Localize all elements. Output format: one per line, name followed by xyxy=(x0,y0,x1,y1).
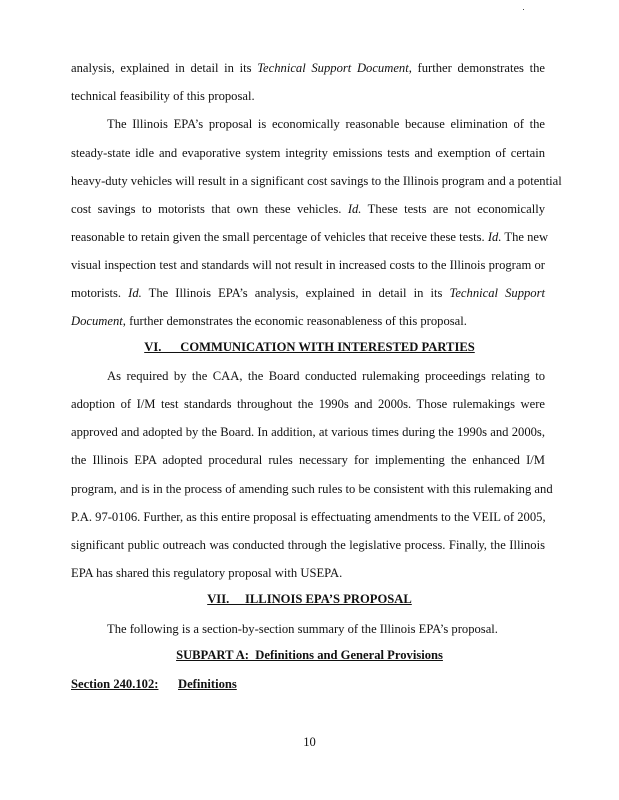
paragraph-line: adoption of I/M test standards throughout the 1990s and 2000s. Those rulemakings were xyxy=(71,397,545,411)
paragraph-line: cost savings to motorists that own these vehicles. Id. These tests are not economically xyxy=(71,202,545,216)
paragraph-line: steady-state idle and evaporative system integrity emissions tests and exemption of certain xyxy=(71,146,545,160)
paragraph-line: motorists. Id. The Illinois EPA’s analysis, explained in detail in its Technical Support xyxy=(71,286,545,300)
paragraph-line: analysis, explained in detail in its Technical Support Document, further demonstrates the xyxy=(71,61,545,75)
paragraph-line: reasonable to retain given the small percentage of vehicles that receive these tests. Id. The new xyxy=(71,230,549,244)
page-number: 10 xyxy=(303,735,316,749)
heading-subpart-a-text: SUBPART A: Definitions and General Provisions xyxy=(176,648,443,662)
paragraph-line: As required by the CAA, the Board conducted rulemaking proceedings relating to xyxy=(107,369,545,383)
paragraph-line: P.A. 97-0106. Further, as this entire proposal is effectuating amendments to the VEIL of 2005, xyxy=(71,510,546,524)
section-number: Section 240.102: xyxy=(71,677,159,691)
paragraph-line: visual inspection test and standards will not result in increased costs to the Illinois program or xyxy=(71,258,545,272)
paragraph-line: program, and is in the process of amending such rules to be consistent with this rulemaking and xyxy=(71,482,553,496)
paragraph-line: EPA has shared this regulatory proposal with USEPA. xyxy=(71,566,343,580)
heading-vi-text: VI. COMMUNICATION WITH INTERESTED PARTIES xyxy=(144,340,475,354)
paragraph-line: Document, further demonstrates the economic reasonableness of this proposal. xyxy=(71,314,467,328)
scan-speck xyxy=(523,9,524,10)
section-title: Definitions xyxy=(178,677,237,691)
heading-vii-text: VII. ILLINOIS EPA’S PROPOSAL xyxy=(207,592,412,606)
paragraph-line: the Illinois EPA adopted procedural rules necessary for implementing the enhanced I/M xyxy=(71,453,545,467)
paragraph-line: technical feasibility of this proposal. xyxy=(71,89,255,103)
paragraph-line: heavy-duty vehicles will result in a significant cost savings to the Illinois program and a potential xyxy=(71,174,562,188)
heading-subpart-a xyxy=(0,647,619,663)
paragraph-line: The following is a section-by-section summary of the Illinois EPA’s proposal. xyxy=(107,622,498,636)
heading-vi xyxy=(0,339,619,355)
paragraph-line: approved and adopted by the Board. In addition, at various times during the 1990s and 2000s, xyxy=(71,425,545,439)
paragraph-line: significant public outreach was conducted through the legislative process. Finally, the Illinois xyxy=(71,538,545,552)
heading-vii xyxy=(0,591,619,607)
paragraph-line: The Illinois EPA’s proposal is economically reasonable because elimination of the xyxy=(107,117,545,131)
